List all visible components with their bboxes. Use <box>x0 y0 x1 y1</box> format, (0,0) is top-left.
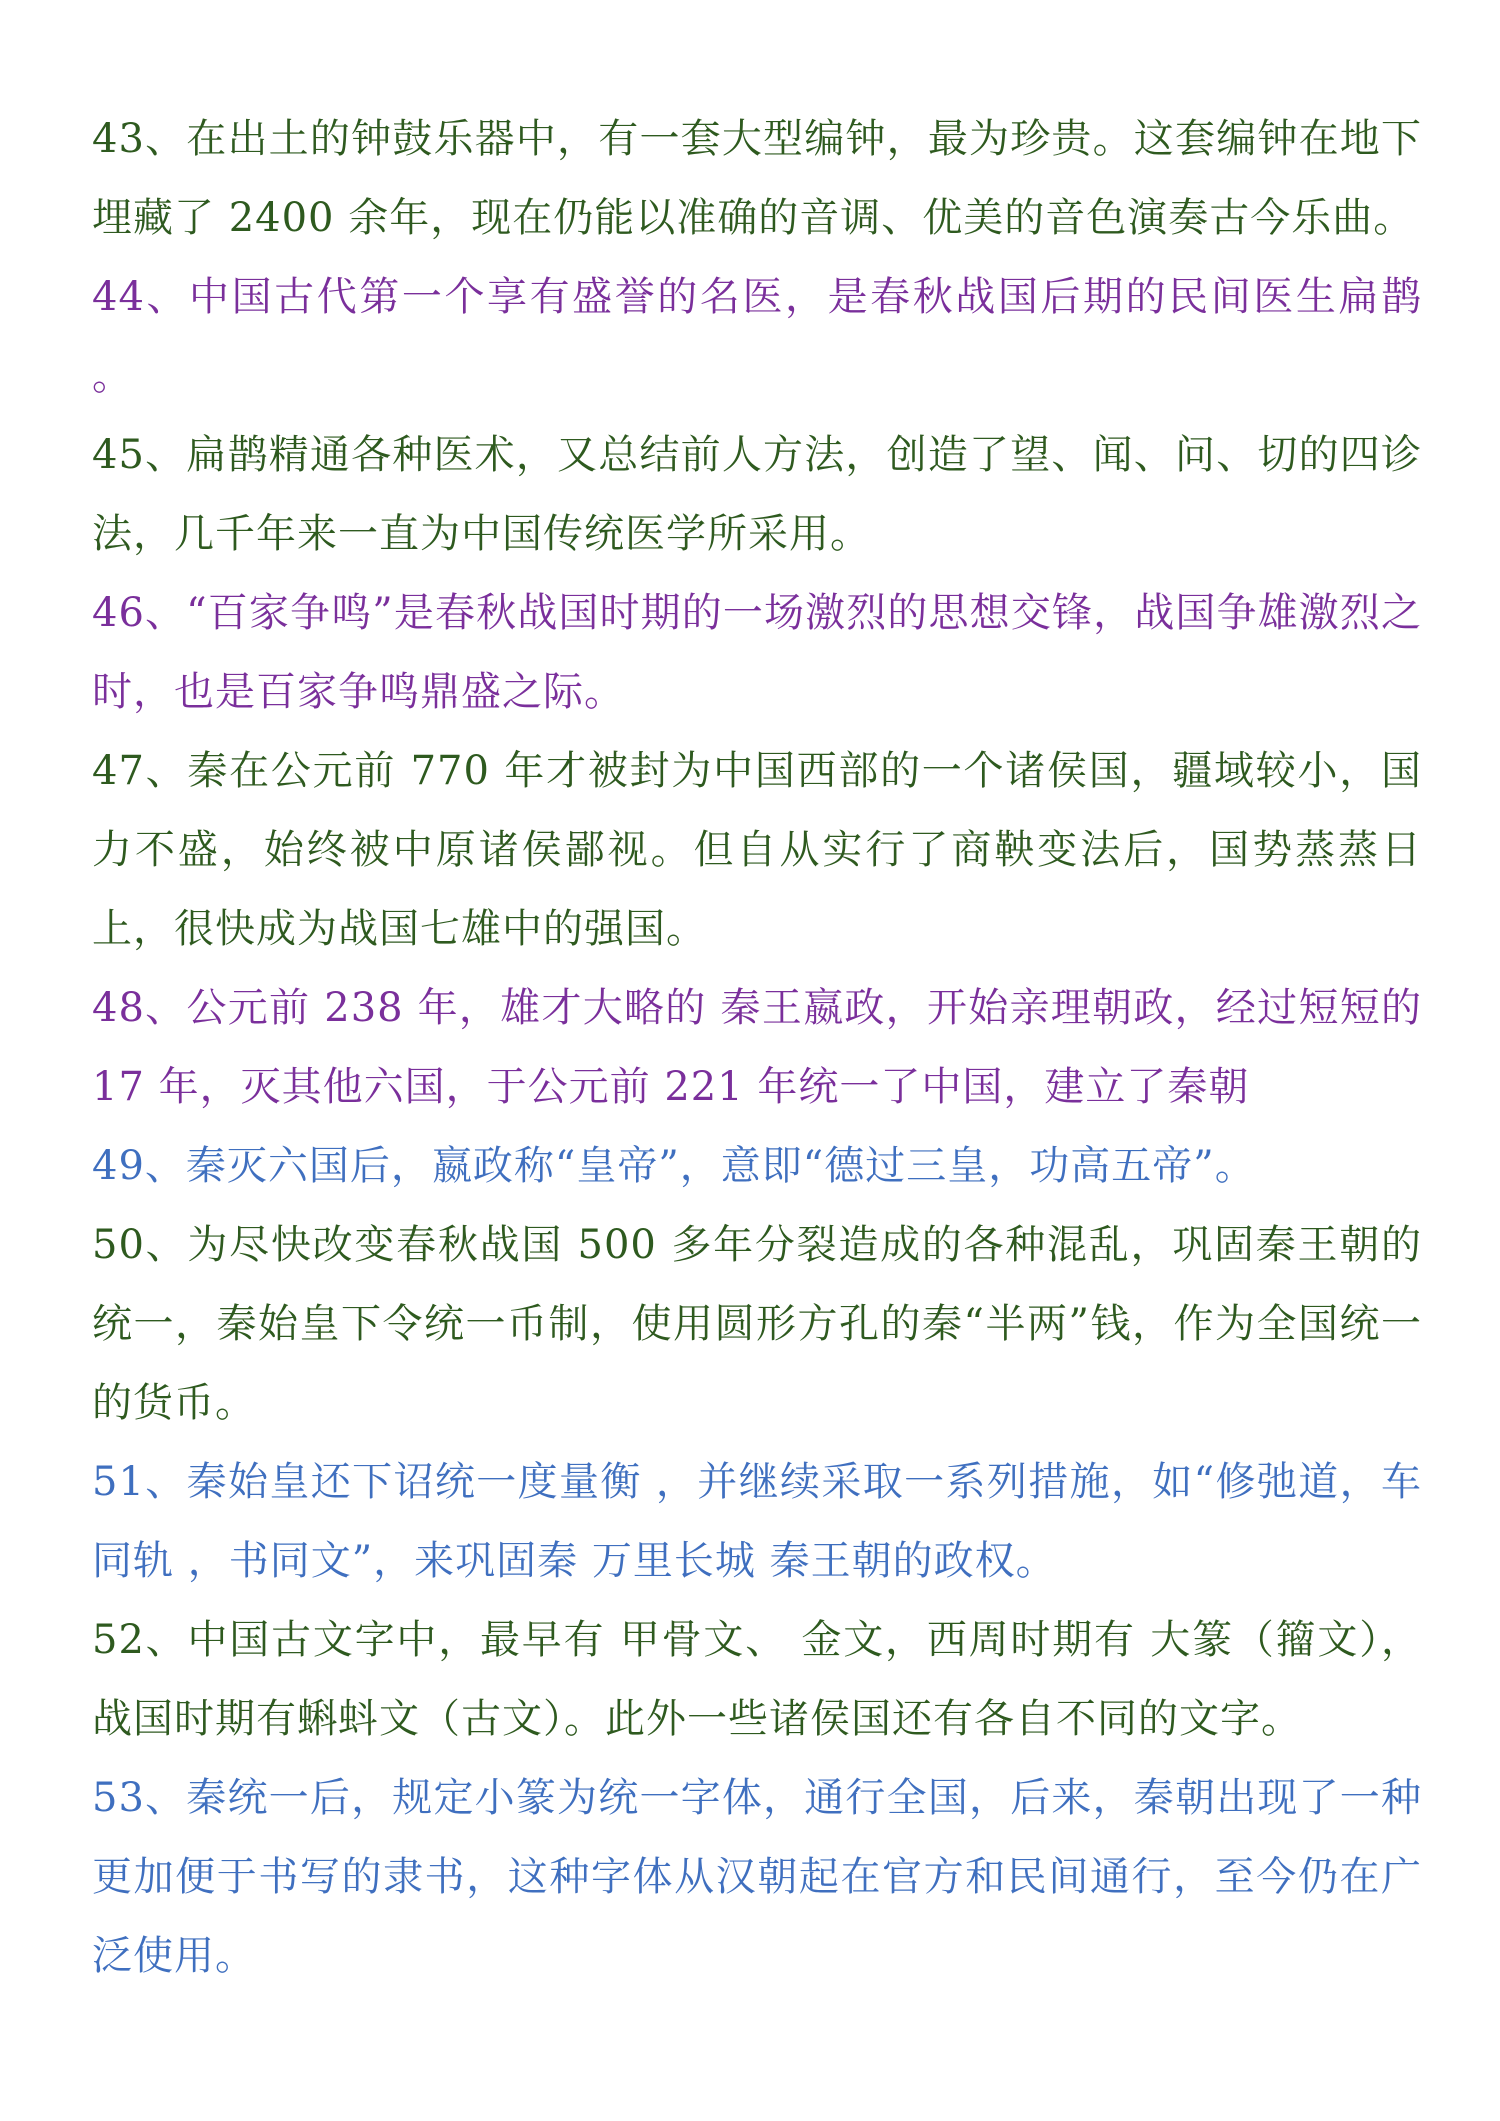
paragraph-50: 50、为尽快改变春秋战国 500 多年分裂造成的各种混乱，巩固秦王朝的统一，秦始皇下令统一币制，使用圆形方孔的秦“半两”钱，作为全国统一的货币。 <box>92 1222 1422 1426</box>
paragraph-52: 52、中国古文字中，最早有 甲骨文、 金文，西周时期有 大篆（籀文），战国时期有蝌蚪文（古文）。此外一些诸侯国还有各自不同的文字。 <box>92 1617 1422 1742</box>
paragraph-49: 49、秦灭六国后，嬴政称“皇帝”，意即“德过三皇，功高五帝”。 <box>92 1143 1256 1189</box>
paragraph-46: 46、“百家争鸣”是春秋战国时期的一场激烈的思想交锋，战国争雄激烈之时，也是百家争鸣鼎盛之际。 <box>92 590 1422 715</box>
paragraph-45: 45、扁鹊精通各种医术，又总结前人方法，创造了望、闻、问、切的四诊法，几千年来一直为中国传统医学所采用。 <box>92 432 1422 557</box>
document-body <box>92 100 1422 1996</box>
paragraph-44: 44、中国古代第一个享有盛誉的名医，是春秋战国后期的民间医生扁鹊 。 <box>92 274 1422 399</box>
paragraph-53: 53、秦统一后，规定小篆为统一字体，通行全国，后来，秦朝出现了一种更加便于书写的隶书，这种字体从汉朝起在官方和民间通行，至今仍在广泛使用。 <box>92 1775 1422 1979</box>
paragraph-51: 51、秦始皇还下诏统一度量衡 ，并继续采取一系列措施，如“修弛道，车同轨 ，书同文”，来巩固秦 万里长城 秦王朝的政权。 <box>92 1459 1422 1584</box>
paragraph-47: 47、秦在公元前 770 年才被封为中国西部的一个诸侯国，疆域较小，国力不盛，始终被中原诸侯鄙视。但自从实行了商鞅变法后，国势蒸蒸日上，很快成为战国七雄中的强国。 <box>92 748 1422 952</box>
paragraph-43: 43、在出土的钟鼓乐器中，有一套大型编钟，最为珍贵。这套编钟在地下埋藏了 2400 余年，现在仍能以准确的音调、优美的音色演奏古今乐曲。 <box>92 116 1422 241</box>
paragraph-48: 48、公元前 238 年，雄才大略的 秦王嬴政，开始亲理朝政，经过短短的 17 年，灭其他六国，于公元前 221 年统一了中国，建立了秦朝 <box>92 985 1422 1110</box>
